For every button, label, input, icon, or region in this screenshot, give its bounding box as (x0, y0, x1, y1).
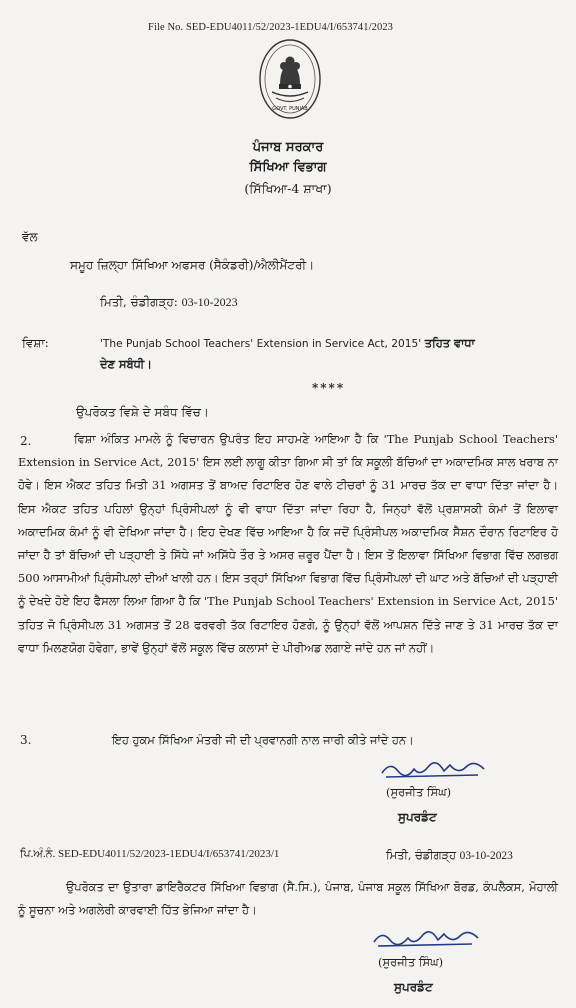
separator: **** (312, 381, 346, 395)
svg-text:GOVT. PUNJAB: GOVT. PUNJAB (272, 106, 308, 112)
branch-name: (ਸਿੱਖਿਆ-4 ਸ਼ਾਖਾ) (244, 181, 332, 196)
paragraph-3: ਇਹ ਹੁਕਮ ਸਿੱਖਿਆ ਮੰਤਰੀ ਜੀ ਦੀ ਪ੍ਰਵਾਨਗੀ ਨਾਲ ਜਾਰੀ ਕੀਤੇ ਜਾਂਦੇ ਹਨ। (112, 733, 414, 747)
endorsement-paragraph (18, 876, 558, 922)
date-value: 03-10-2023 (181, 295, 238, 309)
addressee-text: ਸਮੂਹ ਜ਼ਿਲ੍ਹਾ ਸਿੱਖਿਆ ਅਫਸਰ (ਸੈਕੰਡਰੀ)/ਐਲੀਮੈਂਟਰੀ। (70, 258, 315, 272)
endorsement-date-value: 03-10-2023 (459, 850, 513, 862)
government-name: ਪੰਜਾਬ ਸਰਕਾਰ (252, 140, 324, 155)
signatory-2-name: (ਸੁਰਜੀਤ ਸਿੰਘ) (378, 955, 444, 969)
signatory-2-designation: ਸੁਪਰਡੰਟ (394, 980, 433, 994)
addressee-label: ਵੱਲ (22, 230, 38, 244)
endorsement-text: ਉਪਰੋਕਤ ਦਾ ਉਤਾਰਾ ਡਾਇਰੈਕਟਰ ਸਿੱਖਿਆ ਵਿਭਾਗ (ਸੈ.ਸਿ.), ਪੰਜਾਬ, ਪੰਜਾਬ ਸਕੂਲ ਸਿੱਖਿਆ ਬੋਰਡ, ਕੰਪਲੈਕਸ, ਮੋਹਾਲੀ ਨੂੰ ਸੂਚਨਾ ਅਤੇ ਅਗਲੇਰੀ ਕਾਰਵਾਈ ਹਿੱਤ ਭੇਜਿਆ ਜਾਂਦਾ ਹੈ। (18, 880, 558, 918)
department-name: ਸਿੱਖਿਆ ਵਿਭਾਗ (249, 160, 327, 175)
para2-number: 2. (20, 434, 32, 448)
subject-text-1: ਤਹਿਤ ਵਾਧਾ (424, 336, 475, 350)
paragraph-2 (18, 428, 558, 660)
punjab-government-emblem (258, 38, 322, 120)
endorsement-date (386, 848, 513, 863)
signatory-1-name: (ਸੁਰਜੀਤ ਸਿੰਘ) (386, 785, 452, 799)
subject-label: ਵਿਸ਼ਾ: (22, 336, 49, 350)
letter-date (100, 295, 238, 310)
signatory-1-designation: ਸੁਪਰਡੰਟ (398, 810, 437, 824)
subject-text-2: ਦੇਣ ਸਬੰਧੀ। (100, 357, 152, 371)
subject-line-1 (100, 336, 475, 351)
paragraph-2-text: ਵਿਸ਼ਾ ਅੰਕਿਤ ਮਾਮਲੇ ਨੂੰ ਵਿਚਾਰਨ ਉਪਰੰਤ ਇਹ ਸਾਹਮਣੇ ਆਇਆ ਹੈ ਕਿ 'The Punjab School Teachers' Extension in Service Act, 2015' ਇਸ ਲਈ ਲਾਗੂ ਕੀਤਾ ਗਿਆ ਸੀ ਤਾਂ ਕਿ ਸਕੂਲੀ ਬੱਚਿਆਂ ਦਾ ਅਕਾਦਮਿਕ ਸਾਲ ਖਰਾਬ ਨਾ ਹੋਵੇ। ਇਸ ਐਕਟ ਤਹਿਤ ਮਿਤੀ 31 ਅਗਸਤ ਤੋਂ ਬਾਅਦ ਰਿਟਾਇਰ ਹੋਣ ਵਾਲੇ ਟੀਚਰਾਂ ਨੂੰ 31 ਮਾਰਚ ਤੱਕ ਦਾ ਵਾਧਾ ਦਿੱਤਾ ਜਾਂਦਾ ਹੈ। ਇਸ ਐਕਟ ਤਹਿਤ ਪਹਿਲਾਂ ਉਨ੍ਹਾਂ ਪ੍ਰਿੰਸੀਪਲਾਂ ਨੂੰ ਵੀ ਵਾਧਾ ਦਿੱਤਾ ਜਾਂਦਾ ਰਿਹਾ ਹੈ, ਜਿਨ੍ਹਾਂ ਵੱਲੋਂ ਪ੍ਰਸ਼ਾਸਕੀ ਕੰਮਾਂ ਤੋਂ ਇਲਾਵਾ ਅਕਾਦਮਿਕ ਕੰਮਾਂ ਨੂੰ ਵੀ ਦੇਖਿਆ ਜਾਂਦਾ ਹੈ। ਇਹ ਦੇਖਣ ਵਿੱਚ ਆਇਆ ਹੈ ਕਿ ਜਦੋਂ ਪ੍ਰਿੰਸੀਪਲ ਅਕਾਦਮਿਕ ਸੈਸ਼ਨ ਦੌਰਾਨ ਰਿਟਾਇਰ ਹੋ ਜਾਂਦਾ ਹੈ ਤਾਂ ਬੱਚਿਆਂ ਦੀ ਪੜ੍ਹਾਈ ਤੇ ਸਿੱਧੇ ਜਾਂ ਅਸਿੱਧੇ ਤੌਰ ਤੇ ਅਸਰ ਜ਼ਰੂਰ ਪੈਂਦਾ ਹੈ। ਇਸ ਤੋਂ ਇਲਾਵਾ ਸਿੱਖਿਆ ਵਿਭਾਗ ਵਿੱਚ ਲਗਭਗ 500 ਆਸਾਮੀਆਂ ਪ੍ਰਿੰਸੀਪਲਾਂ ਦੀਆਂ ਖਾਲੀ ਹਨ। ਇਸ ਤਰ੍ਹਾਂ ਸਿੱਖਿਆ ਵਿਭਾਗ ਵਿੱਚ ਪ੍ਰਿੰਸੀਪਲਾਂ ਦੀ ਘਾਟ ਅਤੇ ਬੱਚਿਆਂ ਦੀ ਪੜ੍ਹਾਈ ਨੂੰ ਦੇਖਦੇ ਹੋਏ ਇਹ ਫੈਸਲਾ ਲਿਆ ਗਿਆ ਹੈ ਕਿ 'The Punjab School Teachers' Extension in Service Act, 2015' ਤਹਿਤ ਜੋ ਪ੍ਰਿੰਸੀਪਲ 31 ਅਗਸਤ ਤੋਂ 28 ਫਰਵਰੀ ਤੱਕ ਰਿਟਾਇਰ ਹੋਣਗੇ, ਨੂੰ ਉਨ੍ਹਾਂ ਵੱਲੋਂ ਆਪਸ਼ਨ ਦਿੱਤੇ ਜਾਣ ਤੇ 31 ਮਾਰਚ ਤੱਕ ਦਾ ਵਾਧਾ ਮਿਲਣਯੋਗ ਹੋਵੇਗਾ, ਭਾਵੇਂ ਉਨ੍ਹਾਂ ਵੱਲੋਂ ਸਕੂਲ ਵਿੱਚ ਕਲਾਸਾਂ ਦੇ ਪੀਰੀਅਡ ਲਗਾਏ ਜਾਂਦੇ ਹਨ ਜਾਂ ਨਹੀਂ। (18, 432, 558, 655)
endorsement-reference: ਪਿ.ਅੰ.ਨੰ. SED-EDU4011/52/2023-1EDU4/I/653741/2023/1 (20, 848, 280, 860)
date-label: ਮਿਤੀ, ਚੰਡੀਗੜ੍ਹ: (100, 295, 178, 309)
endorsement-date-label: ਮਿਤੀ, ਚੰਡੀਗੜ੍ਹ (386, 848, 456, 862)
para3-number: 3. (20, 733, 32, 747)
signature-1-scribble (378, 757, 488, 785)
subject-act-name: 'The Punjab School Teachers' Extension in Service Act, 2015' (100, 338, 422, 350)
signature-2-scribble (370, 928, 482, 954)
file-number: File No. SED-EDU4011/52/2023-1EDU4/I/653741/2023 (148, 22, 394, 33)
intro-line: ਉਪਰੋਕਤ ਵਿਸ਼ੇ ਦੇ ਸਬੰਧ ਵਿੱਚ। (76, 405, 209, 419)
